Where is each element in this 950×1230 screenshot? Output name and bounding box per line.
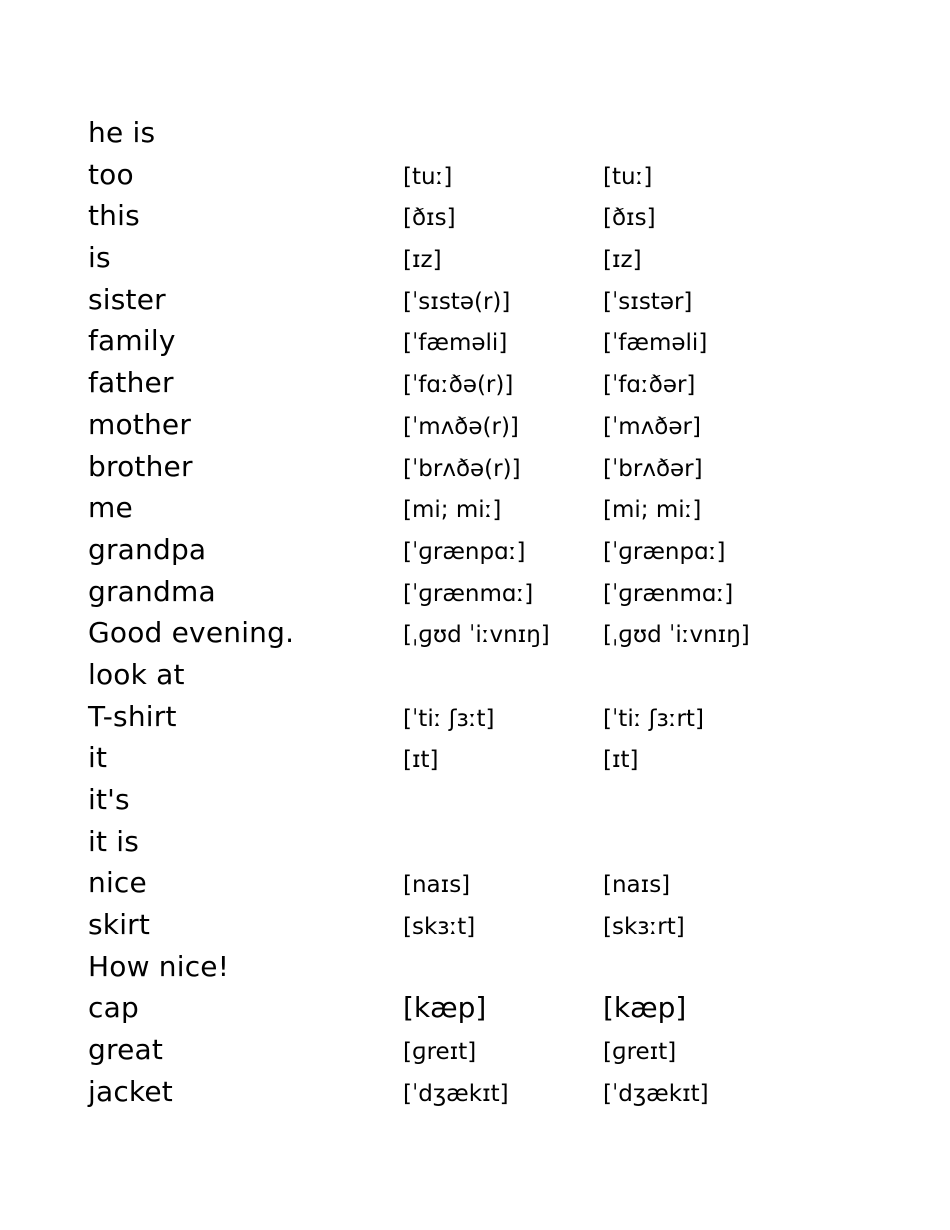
- vocab-word: look at: [88, 657, 185, 691]
- us-pronunciation: [ɪt]: [603, 747, 639, 774]
- uk-pronunciation: [ɪz]: [403, 247, 442, 274]
- vocab-row: [88, 654, 848, 696]
- uk-pronunciation: [ɡreɪt]: [403, 1039, 477, 1066]
- vocab-row: [88, 737, 848, 779]
- vocab-word: this: [88, 199, 140, 233]
- vocabulary-list: [88, 112, 848, 1113]
- vocab-row: [88, 404, 848, 446]
- vocab-word: family: [88, 324, 176, 358]
- us-pronunciation: [ˈɡrænpɑː]: [603, 538, 726, 565]
- vocab-word: skirt: [88, 908, 151, 942]
- uk-pronunciation: [ɪt]: [403, 747, 439, 774]
- us-pronunciation: [skɜːrt]: [603, 914, 685, 941]
- vocab-word: it is: [88, 824, 140, 858]
- vocab-word: great: [88, 1033, 164, 1067]
- us-pronunciation: [ˈbrʌðər]: [603, 455, 703, 482]
- us-pronunciation: [ˈmʌðər]: [603, 413, 701, 440]
- us-pronunciation: [ˈfɑːðər]: [603, 372, 696, 399]
- uk-pronunciation: [ˈmʌðə(r)]: [403, 413, 519, 440]
- us-pronunciation: [ɪz]: [603, 247, 642, 274]
- vocab-row: [88, 487, 848, 529]
- vocab-word: grandma: [88, 574, 216, 608]
- vocab-word: he is: [88, 116, 156, 149]
- us-pronunciation: [ðɪs]: [603, 205, 656, 232]
- vocab-row: [88, 1071, 848, 1113]
- vocab-row: [88, 237, 848, 279]
- vocab-row: [88, 195, 848, 237]
- vocab-word: nice: [88, 866, 147, 900]
- vocab-word: jacket: [88, 1074, 173, 1108]
- vocab-word: T-shirt: [88, 699, 177, 733]
- us-pronunciation: [ˈɡrænmɑː]: [603, 580, 734, 607]
- vocab-word: grandpa: [88, 532, 207, 566]
- vocab-word: sister: [88, 282, 166, 316]
- uk-pronunciation: [kæp]: [403, 991, 487, 1025]
- vocab-row: [88, 862, 848, 904]
- uk-pronunciation: [ˈdʒækɪt]: [403, 1080, 509, 1107]
- vocab-word: father: [88, 366, 174, 400]
- vocab-row: [88, 946, 848, 988]
- vocab-row: [88, 279, 848, 321]
- vocab-word: brother: [88, 449, 193, 483]
- vocab-row: [88, 320, 848, 362]
- us-pronunciation: [tuː]: [603, 163, 653, 190]
- vocab-word: it: [88, 741, 108, 775]
- uk-pronunciation: [ˈtiː ʃɜːt]: [403, 705, 495, 732]
- vocab-row: [88, 1029, 848, 1071]
- vocab-row: [88, 362, 848, 404]
- uk-pronunciation: [naɪs]: [403, 872, 471, 899]
- vocab-word: cap: [88, 991, 139, 1025]
- us-pronunciation: [kæp]: [603, 991, 687, 1025]
- us-pronunciation: [naɪs]: [603, 872, 671, 899]
- vocab-word: it's: [88, 783, 130, 816]
- us-pronunciation: [ˈtiː ʃɜːrt]: [603, 705, 704, 732]
- vocab-row: [88, 571, 848, 613]
- uk-pronunciation: [ˈɡrænpɑː]: [403, 538, 526, 565]
- vocab-row: [88, 696, 848, 738]
- vocab-word: too: [88, 157, 134, 191]
- uk-pronunciation: [ˈfɑːðə(r)]: [403, 372, 514, 399]
- uk-pronunciation: [mi; miː]: [403, 497, 502, 524]
- us-pronunciation: [ˈsɪstər]: [603, 288, 693, 315]
- uk-pronunciation: [ˈɡrænmɑː]: [403, 580, 534, 607]
- vocab-row: [88, 779, 848, 821]
- vocab-word: mother: [88, 407, 192, 441]
- uk-pronunciation: [ˈfæməli]: [403, 330, 508, 357]
- vocab-row: [88, 529, 848, 571]
- vocab-word: Good evening.: [88, 616, 295, 650]
- uk-pronunciation: [ˌɡʊd ˈiːvnɪŋ]: [403, 622, 550, 649]
- uk-pronunciation: [ˈsɪstə(r)]: [403, 288, 511, 315]
- us-pronunciation: [ɡreɪt]: [603, 1039, 677, 1066]
- vocab-row: [88, 112, 848, 154]
- us-pronunciation: [ˈdʒækɪt]: [603, 1080, 709, 1107]
- vocab-row: [88, 987, 848, 1029]
- us-pronunciation: [ˌɡʊd ˈiːvnɪŋ]: [603, 622, 750, 649]
- vocab-row: [88, 446, 848, 488]
- uk-pronunciation: [skɜːt]: [403, 914, 476, 941]
- uk-pronunciation: [ˈbrʌðə(r)]: [403, 455, 521, 482]
- vocab-word: is: [88, 241, 111, 275]
- uk-pronunciation: [tuː]: [403, 163, 453, 190]
- vocab-word: How nice!: [88, 949, 230, 983]
- vocab-row: [88, 154, 848, 196]
- vocab-row: [88, 821, 848, 863]
- us-pronunciation: [ˈfæməli]: [603, 330, 708, 357]
- us-pronunciation: [mi; miː]: [603, 497, 702, 524]
- vocab-row: [88, 612, 848, 654]
- uk-pronunciation: [ðɪs]: [403, 205, 456, 232]
- vocab-row: [88, 904, 848, 946]
- vocab-word: me: [88, 491, 133, 525]
